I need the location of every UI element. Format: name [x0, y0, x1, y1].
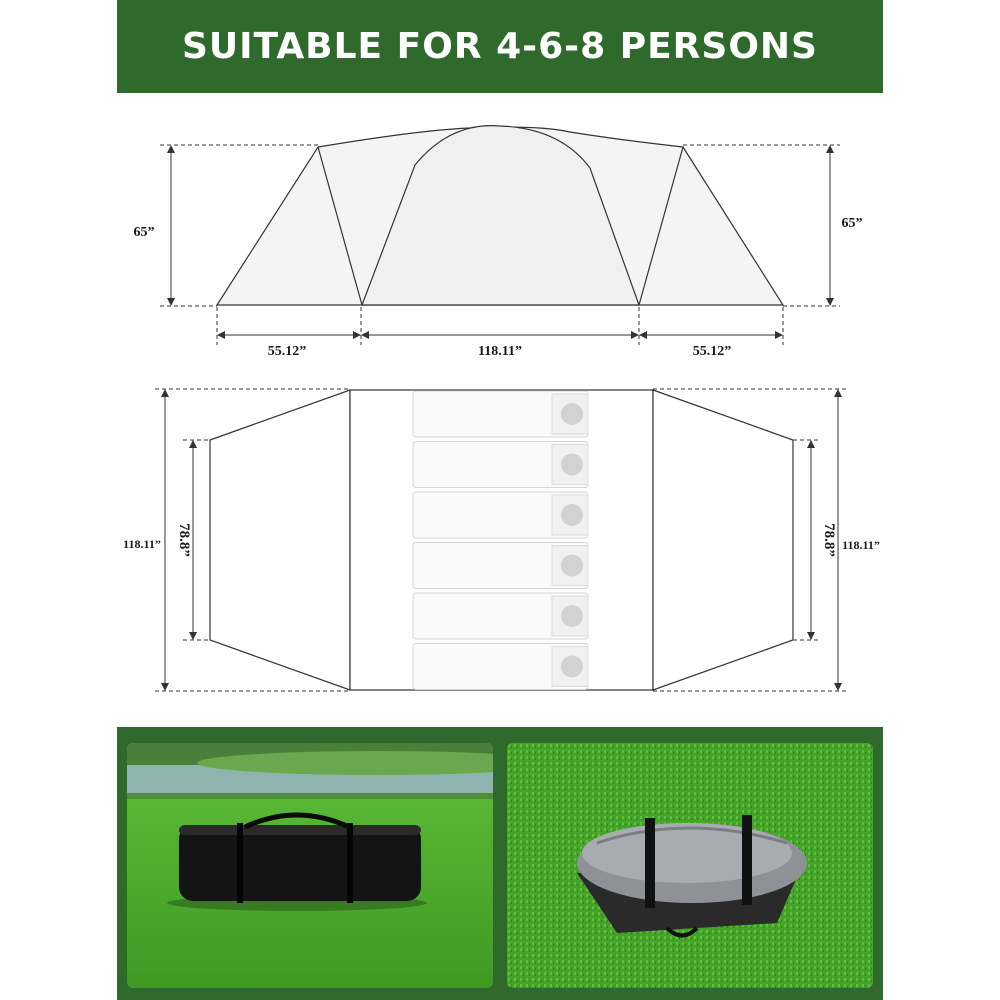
- sleeping-pad: [413, 442, 588, 488]
- inner-label-right: 78.8”: [821, 523, 837, 557]
- width-label-right: 55.12”: [692, 344, 732, 359]
- height-label-right: 65”: [841, 216, 863, 231]
- sleeping-pad: [413, 492, 588, 538]
- height-label-left: 65”: [133, 225, 155, 240]
- depth-label-right: 118.11”: [842, 538, 880, 552]
- top-view-left-vestibule: [210, 390, 350, 690]
- pillow-icon: [561, 403, 583, 425]
- black-carry-bag: [167, 815, 427, 911]
- sleeping-pad: [413, 391, 588, 437]
- pillow-icon: [561, 454, 583, 476]
- photo-carry-bag-closed: [127, 743, 493, 988]
- inner-label-left: 78.8”: [176, 523, 192, 557]
- pillow-icon: [561, 605, 583, 627]
- width-label-left: 55.12”: [267, 344, 307, 359]
- top-view-right-vestibule: [653, 390, 793, 690]
- sleeping-pad: [413, 593, 588, 639]
- banner-title: SUITABLE FOR 4-6-8 PERSONS: [182, 26, 818, 67]
- sleeping-pad: [413, 543, 588, 589]
- depth-label-left: 118.11”: [123, 537, 161, 551]
- width-label-center: 118.11”: [478, 344, 522, 359]
- pillow-icon: [561, 656, 583, 678]
- photo-carry-bag-open: [507, 743, 873, 988]
- tent-side-view: [217, 126, 783, 305]
- pillow-icon: [561, 555, 583, 577]
- pillow-icon: [561, 504, 583, 526]
- sleeping-pad: [413, 644, 588, 690]
